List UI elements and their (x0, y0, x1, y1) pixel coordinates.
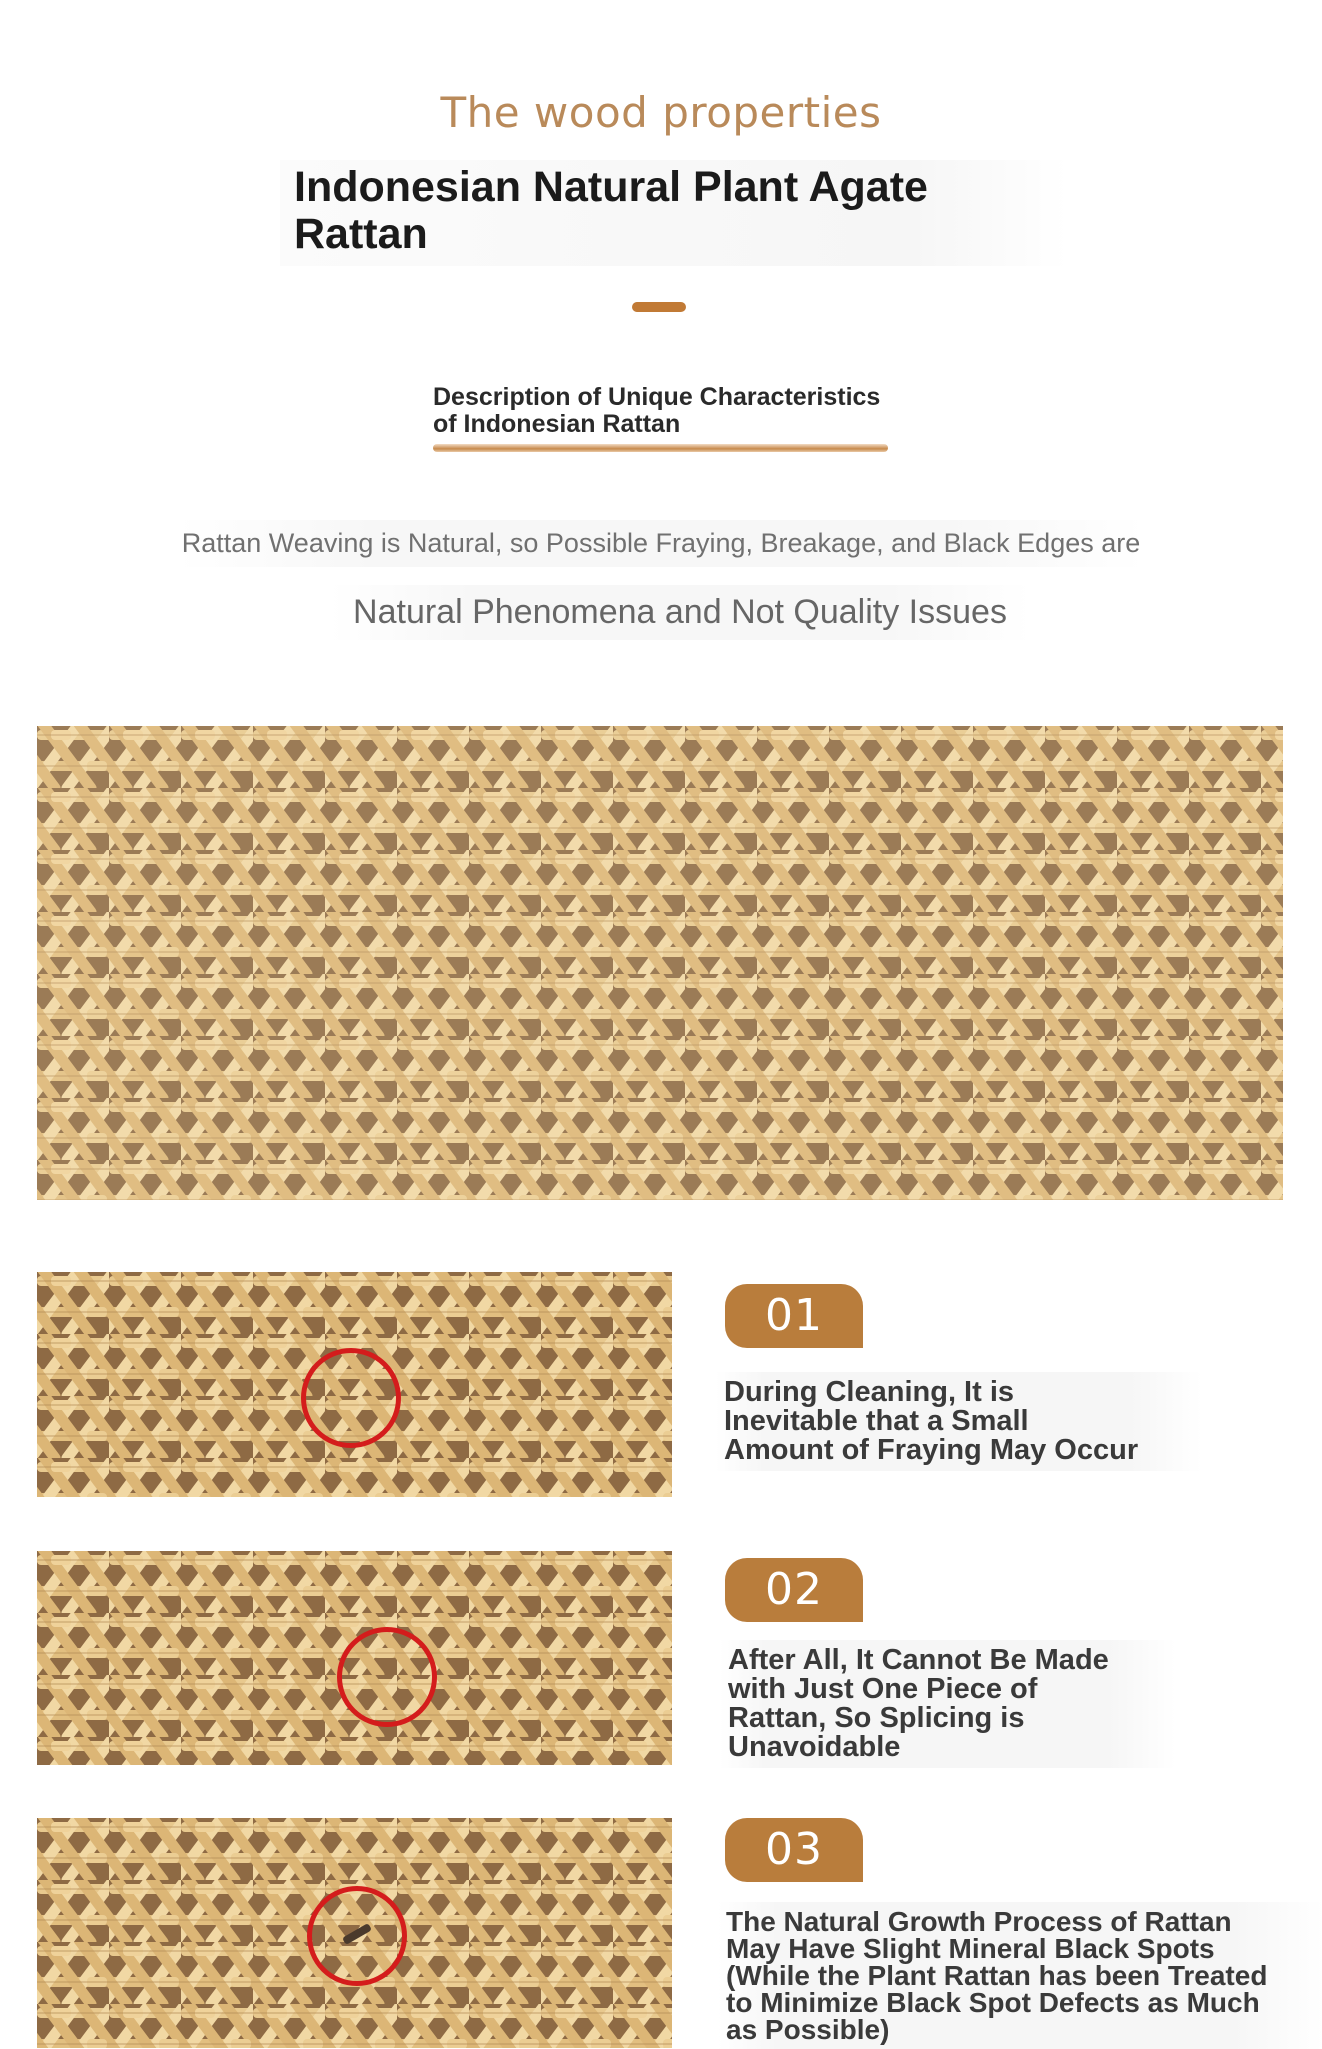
item-text-02 (720, 1640, 1176, 1768)
item-02-line-4: Unavoidable (728, 1731, 901, 1763)
item-text-01 (716, 1372, 1202, 1471)
item-03-line-3: (While the Plant Rattan has been Treated (726, 1960, 1268, 1991)
item-03-line-2: May Have Slight Mineral Black Spots (726, 1933, 1215, 1964)
page-title-line-1: Indonesian Natural Plant Agate (294, 163, 928, 211)
item-03-line-4: to Minimize Black Spot Defects as Much (726, 1987, 1260, 2018)
page-title (280, 160, 1068, 266)
item-02-line-1: After All, It Cannot Be Made (728, 1644, 1109, 1676)
item-03-line-1: The Natural Growth Process of Rattan (726, 1906, 1232, 1937)
highlight-ring (337, 1627, 437, 1727)
item-number-badge-02: 02 (725, 1558, 863, 1622)
subheading (433, 384, 888, 452)
highlight-ring (301, 1348, 401, 1448)
title-accent-bar (632, 302, 686, 312)
fraying-photo (37, 1272, 672, 1497)
item-number-badge-01: 01 (725, 1284, 863, 1348)
item-number-badge-03: 03 (725, 1818, 863, 1882)
item-03-line-5: as Possible) (726, 2014, 890, 2045)
item-02-line-3: Rattan, So Splicing is (728, 1702, 1025, 1734)
splicing-photo (37, 1551, 672, 1765)
item-01-line-3: Amount of Fraying May Occur (724, 1434, 1139, 1466)
item-01-line-2: Inevitable that a Small (724, 1405, 1029, 1437)
item-01-line-1: During Cleaning, It is (724, 1376, 1015, 1408)
item-02-line-2: with Just One Piece of (728, 1673, 1038, 1705)
section-kicker: The wood properties (440, 88, 882, 137)
subheading-line-2: of Indonesian Rattan (433, 410, 681, 438)
notice-line-2: Natural Phenomena and Not Quality Issues (330, 585, 1030, 640)
subheading-line-1: Description of Unique Characteristics (433, 383, 881, 411)
black-spot-photo (37, 1818, 672, 2048)
item-text-03 (718, 1902, 1322, 2049)
subheading-underline (433, 444, 888, 452)
page-title-line-2: Rattan (294, 210, 428, 258)
hero-rattan-image (37, 726, 1283, 1200)
notice-line-1: Rattan Weaving is Natural, so Possible Fraying, Breakage, and Black Edges are (178, 520, 1144, 567)
